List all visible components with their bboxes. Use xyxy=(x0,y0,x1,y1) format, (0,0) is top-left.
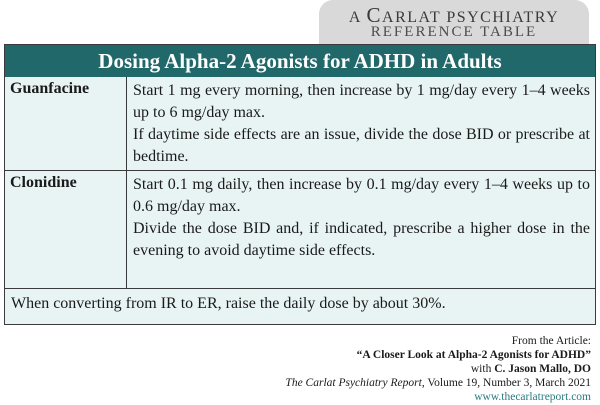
dosing-line: If daytime side effects are an issue, divide the dose BID or prescribe at bedtime. xyxy=(133,126,590,165)
brand-header xyxy=(319,0,589,44)
drug-name-guanfacine: Guanfacine xyxy=(5,77,127,170)
brand-article: A xyxy=(348,9,367,26)
drug-name-clonidine: Clonidine xyxy=(5,171,127,288)
brand-subtitle: REFERENCE TABLE xyxy=(370,24,538,40)
brand-initial: C xyxy=(366,3,383,27)
brand-rest: ARLAT PSYCHIATRY xyxy=(382,9,560,26)
citation-with-label: with xyxy=(470,363,495,375)
dosing-line: Start 0.1 mg daily, then increase by 0.1 mg/day every 1–4 weeks up to 0.6 mg/day max. xyxy=(133,176,590,215)
citation-article-title: “A Closer Look at Alpha-2 Agonists for ADHD” xyxy=(356,349,591,361)
citation-from-label: From the Article: xyxy=(511,335,591,347)
article-citation xyxy=(285,334,591,404)
dosing-guanfacine xyxy=(127,77,595,170)
citation-author: C. Jason Mallo, DO xyxy=(494,363,591,375)
citation-author-line xyxy=(285,362,591,376)
citation-journal: The Carlat Psychiatry Report xyxy=(285,377,422,389)
reference-table xyxy=(4,44,596,325)
dosing-clonidine xyxy=(127,171,595,288)
table-row-clonidine xyxy=(5,171,595,289)
citation-website-link[interactable]: www.thecarlatreport.com xyxy=(474,391,591,403)
citation-issue: , Volume 19, Number 3, March 2021 xyxy=(421,377,591,389)
dosing-line: Divide the dose BID and, if indicated, prescribe a higher dose in the evening to avoid daytime side effects. xyxy=(133,220,590,259)
dosing-line: Start 1 mg every morning, then increase by 1 mg/day every 1–4 weeks up to 6 mg/day max. xyxy=(133,82,590,121)
table-title: Dosing Alpha-2 Agonists for ADHD in Adults xyxy=(5,45,595,77)
table-note-row xyxy=(5,289,595,324)
table-row-guanfacine xyxy=(5,77,595,171)
conversion-note: When converting from IR to ER, raise the daily dose by about 30%. xyxy=(11,295,446,312)
citation-journal-line xyxy=(285,376,591,390)
